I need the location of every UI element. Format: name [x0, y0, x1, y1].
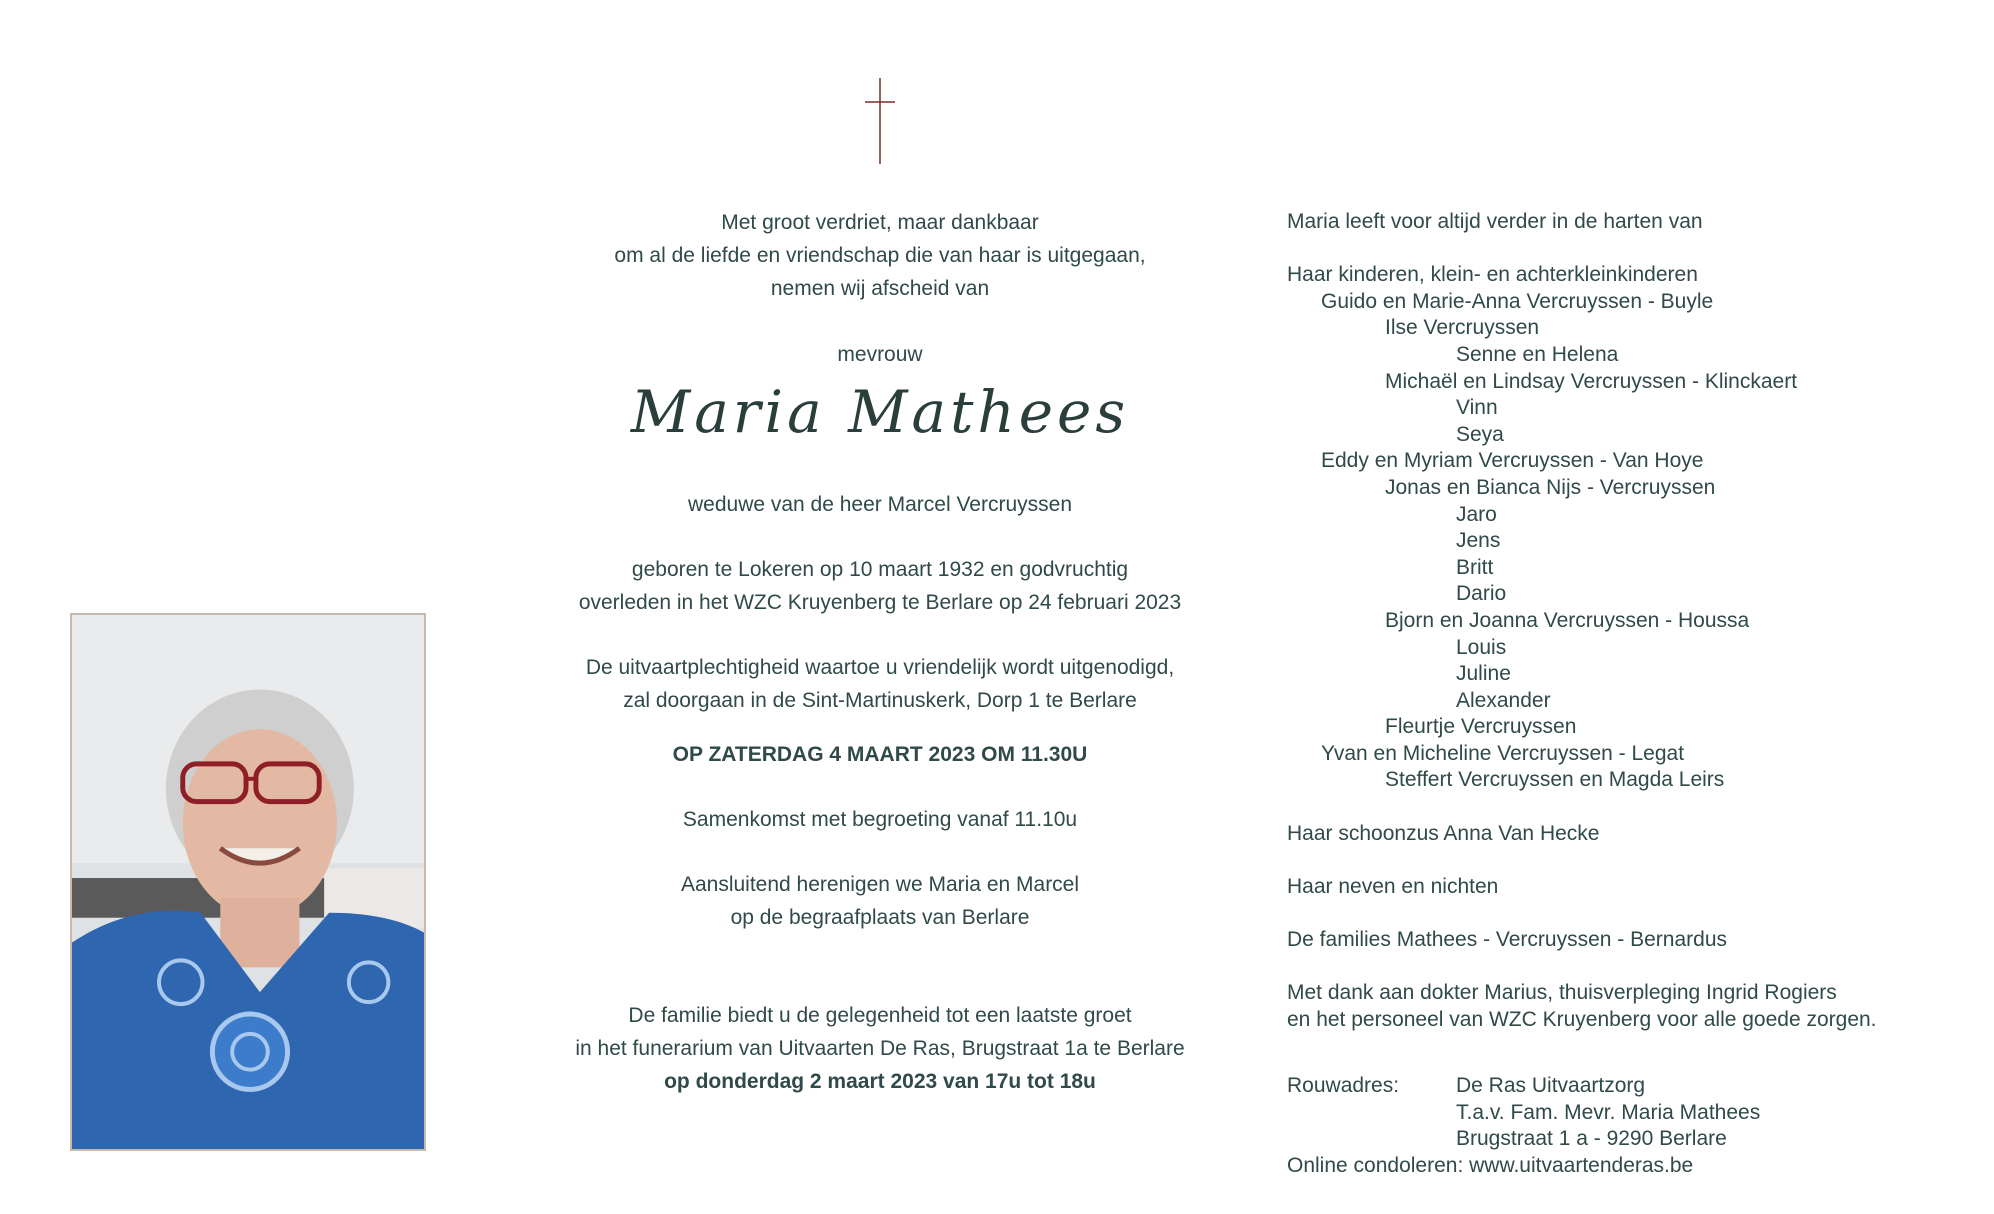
ceremony-line: zal doorgaan in de Sint-Martinuskerk, Dorp 1 te Berlare: [623, 689, 1137, 712]
ceremony-date-block: [520, 738, 1240, 771]
portrait-photo: [70, 613, 426, 1151]
families: De families Mathees - Vercruyssen - Bernardus: [1287, 928, 1728, 952]
family-member: Guido en Marie-Anna Vercruyssen - Buyle: [1321, 289, 1714, 313]
family-member: Louis: [1456, 635, 1507, 659]
family-member: Alexander: [1456, 688, 1551, 712]
family-member: Britt: [1456, 555, 1494, 579]
honorific: mevrouw: [837, 343, 923, 366]
family-member: Michaël en Lindsay Vercruyssen - Klinckaert: [1385, 369, 1798, 393]
family-member: Jens: [1456, 529, 1501, 553]
family-member: Vinn: [1456, 396, 1498, 420]
family-member: Dario: [1456, 582, 1507, 606]
birth-line: geboren te Lokeren op 10 maart 1932 en godvruchtig: [631, 558, 1129, 581]
address-row: [1287, 1100, 1967, 1127]
viewing-date: op donderdag 2 maart 2023 van 17u tot 18u: [664, 1070, 1096, 1093]
burial-block: [520, 868, 1240, 934]
title-block: [520, 338, 1240, 371]
intro-line: om al de liefde en vriendschap die van haar is uitgegaan,: [614, 244, 1146, 267]
viewing-line: in het funerarium van Uitvaarten De Ras, Brugstraat 1a te Berlare: [575, 1037, 1185, 1060]
intro-line: Met groot verdriet, maar dankbaar: [721, 211, 1039, 234]
address-line: T.a.v. Fam. Mevr. Maria Mathees: [1456, 1100, 1761, 1124]
intro-line: nemen wij afscheid van: [770, 277, 990, 300]
address-label: Rouwadres:: [1287, 1074, 1400, 1097]
family-heading: Haar kinderen, klein- en achterkleinkinderen: [1287, 263, 1698, 287]
family-list: [1287, 289, 1967, 794]
gathering-line: Samenkomst met begroeting vanaf 11.10u: [682, 808, 1078, 831]
family-member: Steffert Vercruyssen en Magda Leirs: [1385, 768, 1725, 792]
birth-death-block: [520, 553, 1240, 619]
burial-line: Aansluitend herenigen we Maria en Marcel: [680, 873, 1080, 896]
family-member: Eddy en Myriam Vercruyssen - Van Hoye: [1321, 449, 1704, 473]
deceased-name: Maria Mathees: [630, 378, 1130, 446]
ceremony-line: De uitvaartplechtigheid waartoe u vriendelijk wordt uitgenodigd,: [585, 656, 1175, 679]
online-condolences: Online condoleren: www.uitvaartenderas.be: [1287, 1153, 1694, 1177]
family-member: Seya: [1456, 422, 1504, 446]
address-row: [1287, 1126, 1967, 1153]
thanks-line: Met dank aan dokter Marius, thuisverpleging Ingrid Rogiers: [1287, 981, 1837, 1005]
burial-line: op de begraafplaats van Berlare: [730, 906, 1030, 929]
intro-text: [520, 206, 1240, 305]
death-line: overleden in het WZC Kruyenberg te Berlare op 24 februari 2023: [578, 591, 1182, 614]
family-member: Ilse Vercruyssen: [1385, 316, 1540, 340]
address-row: [1287, 1073, 1967, 1100]
cousins: Haar neven en nichten: [1287, 874, 1499, 898]
ceremony-date: OP ZATERDAG 4 MAART 2023 OM 11.30U: [672, 743, 1088, 766]
thanks-line: en het personeel van WZC Kruyenberg voor alle goede zorgen.: [1287, 1007, 1877, 1031]
family-member: Fleurtje Vercruyssen: [1385, 715, 1577, 739]
gathering-block: [520, 803, 1240, 836]
widow-block: [520, 488, 1240, 521]
family-member: Yvan en Micheline Vercruyssen - Legat: [1321, 741, 1685, 765]
family-member: Juline: [1456, 662, 1511, 686]
cross-icon: [862, 78, 898, 164]
address-line: De Ras Uitvaartzorg: [1456, 1074, 1646, 1097]
ceremony-block: [520, 651, 1240, 717]
viewing-block: [520, 999, 1240, 1098]
viewing-line: De familie biedt u de gelegenheid tot een laatste groet: [628, 1004, 1132, 1027]
sister-in-law: Haar schoonzus Anna Van Hecke: [1287, 821, 1600, 845]
family-member: Senne en Helena: [1456, 342, 1619, 366]
family-member: Bjorn en Joanna Vercruyssen - Houssa: [1385, 608, 1750, 632]
family-member: Jaro: [1456, 502, 1497, 526]
family-heading-intro: Maria leeft voor altijd verder in de harten van: [1287, 210, 1703, 233]
family-member: Jonas en Bianca Nijs - Vercruyssen: [1385, 475, 1716, 499]
widow-line: weduwe van de heer Marcel Vercruyssen: [687, 493, 1073, 516]
family-column: [1287, 209, 1967, 1179]
address-line: Brugstraat 1 a - 9290 Berlare: [1456, 1127, 1727, 1151]
